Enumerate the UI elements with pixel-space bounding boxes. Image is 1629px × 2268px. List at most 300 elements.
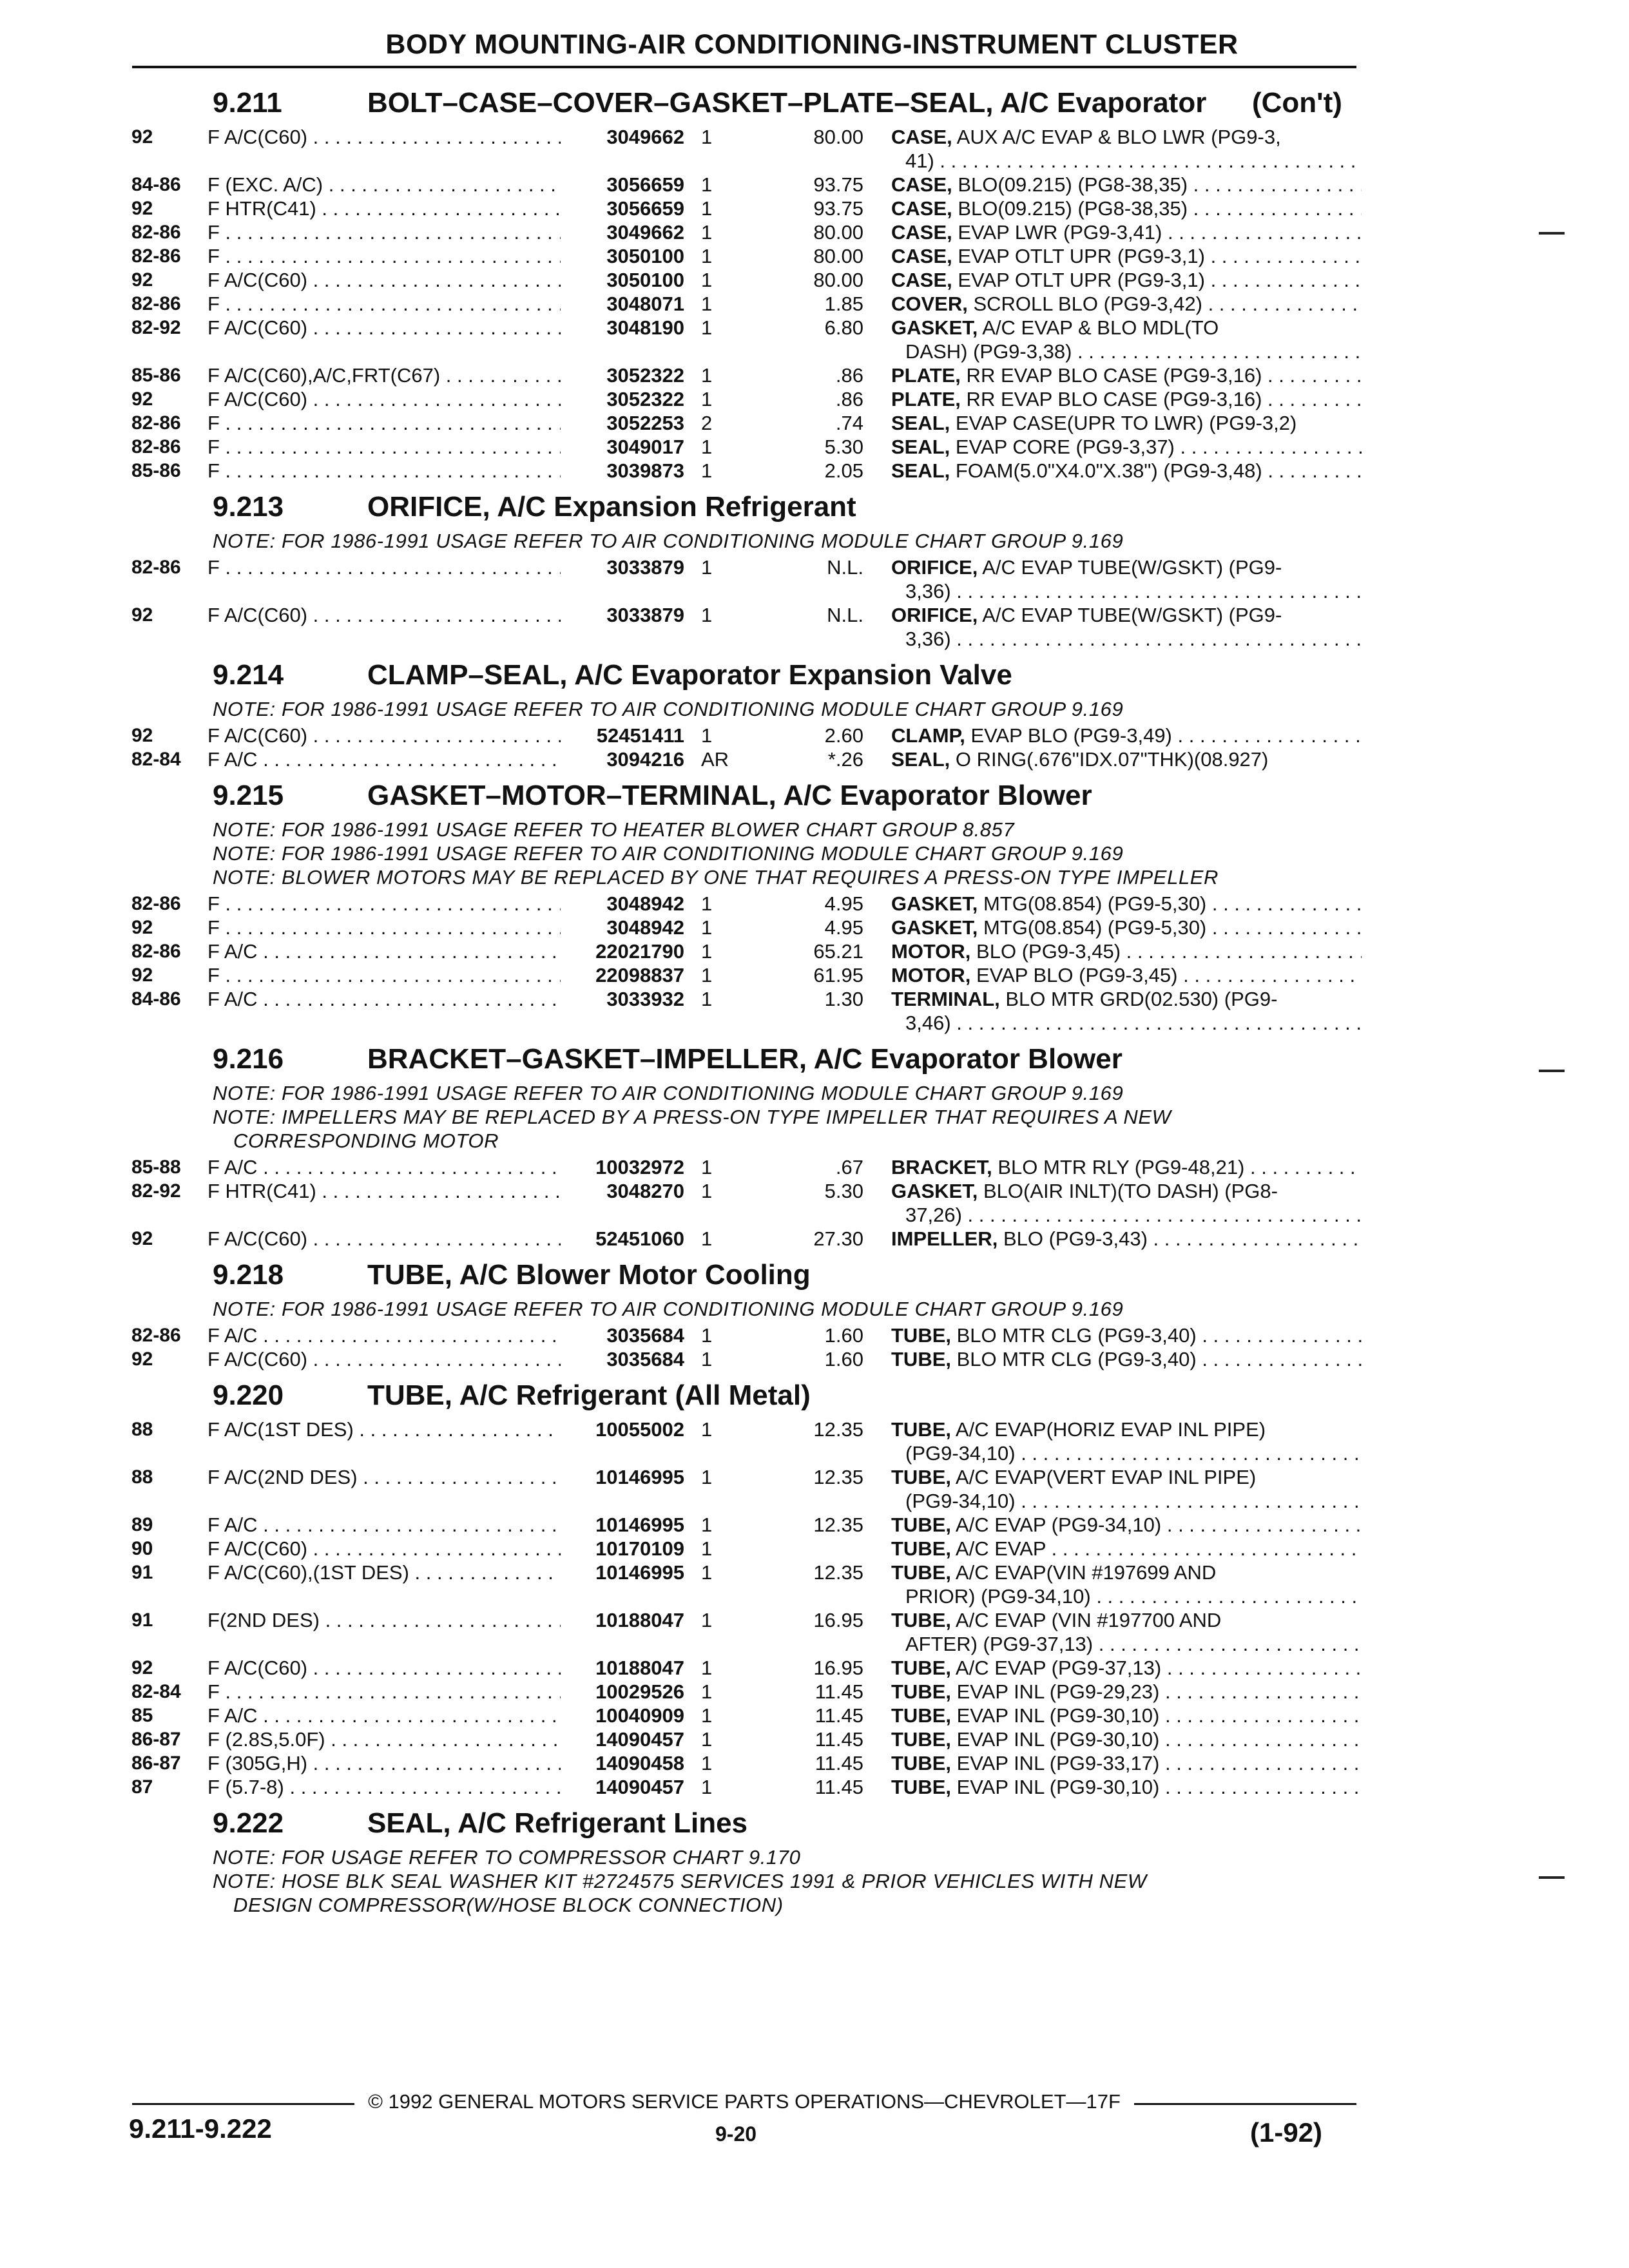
part-description: [891, 459, 1362, 483]
quantity: 1: [701, 1728, 713, 1751]
model-years: 85-86: [131, 460, 181, 481]
table-row: [0, 244, 1629, 268]
model-years: 92: [131, 1349, 153, 1370]
quantity: 1: [701, 459, 713, 482]
price: 61.95: [813, 964, 863, 986]
usage-code: F . . .: [207, 963, 561, 987]
description-line: [891, 1323, 1362, 1347]
part-keyword: TUBE,: [891, 1514, 951, 1536]
description-text: EVAP CORE (PG9-3,37): [950, 436, 1175, 458]
part-number: 10170109: [595, 1537, 684, 1560]
footer-rule-left: [132, 2103, 354, 2105]
part-number: 22098837: [595, 964, 684, 986]
usage-code: F . . .: [207, 555, 561, 579]
quantity: 1: [701, 1227, 713, 1250]
usage-code: F A/C(C60) . . .: [207, 316, 561, 340]
part-number: 10146995: [595, 1561, 684, 1584]
table-row: [0, 197, 1629, 220]
model-years: 82-86: [131, 893, 181, 914]
quantity: 1: [701, 1561, 713, 1584]
part-number: 3049017: [606, 436, 684, 458]
description-line: [891, 220, 1362, 244]
model-years: 85-86: [131, 365, 181, 386]
note-line: NOTE: FOR 1986-1991 USAGE REFER TO AIR CONDITIONING MODULE CHART GROUP 9.169: [213, 1082, 1124, 1104]
price: 5.30: [824, 436, 863, 458]
part-description: [891, 1775, 1362, 1799]
description-text: 41): [905, 149, 934, 172]
footer-revision-date: (1-92): [1250, 2117, 1323, 2148]
part-keyword: TUBE,: [891, 1466, 951, 1488]
description-line: [891, 724, 1362, 747]
table-row: [0, 1418, 1629, 1465]
quantity: 1: [701, 1537, 713, 1560]
section-heading: [0, 1799, 1629, 1845]
description-text: EVAP INL (PG9-29,23): [951, 1680, 1160, 1703]
section-title: SEAL, A/C Refrigerant Lines: [367, 1807, 748, 1839]
description-text: A/C EVAP (VIN #197700 AND: [951, 1609, 1222, 1631]
table-row: [0, 435, 1629, 459]
table-row: [0, 1537, 1629, 1561]
usage-code: F A/C(C60),(1ST DES) . . .: [207, 1561, 561, 1584]
section-9-222: [0, 1799, 1629, 1917]
model-years: 87: [131, 1776, 153, 1798]
part-description: [891, 1656, 1362, 1680]
description-line: [891, 603, 1362, 627]
continued-label: (Con't): [1252, 87, 1342, 119]
usage-code: F A/C(1ST DES) . . .: [207, 1418, 561, 1441]
description-text: EVAP OTLT UPR (PG9-3,1): [952, 245, 1205, 267]
part-description: [891, 1704, 1362, 1727]
quantity: 1: [701, 364, 713, 387]
part-description: [891, 1727, 1362, 1751]
footer-section-range: 9.211-9.222: [129, 2113, 272, 2144]
part-description: [891, 220, 1362, 244]
part-keyword: ORIFICE,: [891, 604, 978, 626]
part-keyword: PLATE,: [891, 364, 961, 387]
description-line: [891, 916, 1362, 939]
header-rule: [132, 66, 1356, 68]
section-notes: [0, 1081, 1629, 1153]
part-description: [891, 747, 1362, 771]
price: *.26: [827, 748, 863, 771]
section-9-211: [0, 79, 1629, 483]
usage-code: F A/C . . .: [207, 1513, 561, 1537]
description-text: MTG(08.854) (PG9-5,30): [978, 916, 1207, 939]
part-number: 3094216: [606, 748, 684, 771]
section-notes: [0, 1845, 1629, 1917]
description-line: [891, 1155, 1362, 1179]
model-years: 82-84: [131, 1681, 181, 1702]
part-keyword: TUBE,: [891, 1561, 951, 1584]
part-keyword: GASKET,: [891, 916, 978, 939]
part-keyword: CASE,: [891, 245, 952, 267]
part-keyword: SEAL,: [891, 412, 950, 434]
usage-code: F . . .: [207, 411, 561, 435]
model-years: 82-86: [131, 245, 181, 267]
part-description: [891, 1751, 1362, 1775]
part-description: [891, 316, 1362, 363]
description-text: BLO MTR CLG (PG9-3,40): [951, 1324, 1197, 1347]
section-notes: [0, 1297, 1629, 1321]
price: 1.60: [824, 1348, 863, 1370]
price: 93.75: [813, 197, 863, 220]
description-text: EVAP OTLT UPR (PG9-3,1): [952, 269, 1205, 291]
section-number: 9.214: [213, 659, 284, 691]
description-text: BLO(AIR INLT)(TO DASH) (PG8-: [978, 1180, 1278, 1202]
description-line: [891, 555, 1362, 579]
price: .74: [835, 412, 863, 434]
part-description: [891, 1155, 1362, 1179]
table-row: [0, 1751, 1629, 1775]
model-years: 84-86: [131, 174, 181, 195]
part-number: 3048270: [606, 1180, 684, 1202]
part-number: 10032972: [595, 1156, 684, 1178]
quantity: 1: [701, 604, 713, 626]
model-years: 82-86: [131, 436, 181, 457]
section-number: 9.222: [213, 1807, 284, 1839]
table-row: [0, 387, 1629, 411]
description-line: [891, 1704, 1362, 1727]
model-years: 92: [131, 1228, 153, 1249]
usage-code: F HTR(C41) . . .: [207, 197, 561, 220]
description-text: (PG9-34,10): [905, 1442, 1016, 1465]
table-row: [0, 411, 1629, 435]
part-number: 10040909: [595, 1704, 684, 1727]
description-text: 3,36): [905, 580, 951, 602]
section-9-214: [0, 651, 1629, 771]
price: 12.35: [813, 1466, 863, 1488]
price: 4.95: [824, 892, 863, 915]
note-line: NOTE: FOR 1986-1991 USAGE REFER TO AIR CONDITIONING MODULE CHART GROUP 9.169: [213, 698, 1124, 720]
table-row: [0, 268, 1629, 292]
price: 1.85: [824, 293, 863, 315]
part-description: [891, 1561, 1362, 1608]
usage-code: F A/C . . .: [207, 1704, 561, 1727]
margin-dash-mark: [1539, 1876, 1565, 1879]
quantity: 1: [701, 988, 713, 1010]
part-number: 3033879: [606, 556, 684, 579]
note-line: NOTE: FOR 1986-1991 USAGE REFER TO HEATER BLOWER CHART GROUP 8.857: [213, 818, 1015, 841]
price: 12.35: [813, 1561, 863, 1584]
section-heading: [0, 651, 1629, 697]
table-row: [0, 1704, 1629, 1727]
part-keyword: GASKET,: [891, 1180, 978, 1202]
usage-code: F (5.7-8) . . .: [207, 1775, 561, 1799]
table-row: [0, 747, 1629, 771]
part-number: 14090457: [595, 1728, 684, 1751]
quantity: 1: [701, 1609, 713, 1631]
part-keyword: IMPELLER,: [891, 1227, 998, 1250]
section-9-215: [0, 771, 1629, 1035]
part-description: [891, 963, 1362, 987]
part-keyword: SEAL,: [891, 748, 950, 771]
quantity: 1: [701, 724, 713, 747]
part-number: 3035684: [606, 1324, 684, 1347]
description-text: AUX A/C EVAP & BLO LWR (PG9-3,: [952, 126, 1281, 148]
table-row: [0, 220, 1629, 244]
part-number: 10188047: [595, 1609, 684, 1631]
part-keyword: TUBE,: [891, 1728, 951, 1751]
part-description: [891, 125, 1362, 173]
description-line: [891, 1347, 1362, 1371]
part-number: 3033932: [606, 988, 684, 1010]
table-row: [0, 1561, 1629, 1608]
price: 2.60: [824, 724, 863, 747]
description-text: DASH) (PG9-3,38): [905, 340, 1072, 363]
description-text: EVAP INL (PG9-30,10): [951, 1728, 1160, 1751]
table-row: [0, 939, 1629, 963]
model-years: 92: [131, 917, 153, 938]
part-number: 3048071: [606, 293, 684, 315]
part-keyword: CASE,: [891, 126, 952, 148]
quantity: AR: [701, 748, 729, 771]
table-row: [0, 603, 1629, 651]
description-line: [891, 939, 1362, 963]
section-number: 9.220: [213, 1379, 284, 1411]
part-keyword: ORIFICE,: [891, 556, 978, 579]
table-row: [0, 173, 1629, 197]
usage-code: F . . .: [207, 916, 561, 939]
note-line: NOTE: FOR USAGE REFER TO COMPRESSOR CHART 9.170: [213, 1846, 801, 1869]
quantity: 1: [701, 892, 713, 915]
part-number: 10055002: [595, 1418, 684, 1441]
usage-code: F HTR(C41) . . .: [207, 1179, 561, 1203]
description-line: [891, 747, 1362, 771]
quantity: 1: [701, 1418, 713, 1441]
price: 11.45: [815, 1752, 863, 1774]
price: 12.35: [813, 1418, 863, 1441]
part-description: [891, 603, 1362, 651]
part-number: 3056659: [606, 173, 684, 196]
description-text: EVAP CASE(UPR TO LWR) (PG9-3,2): [950, 412, 1297, 434]
table-row: [0, 916, 1629, 939]
part-description: [891, 1608, 1362, 1656]
part-description: [891, 939, 1362, 963]
description-line: [891, 149, 1362, 173]
description-line: [891, 292, 1362, 316]
description-line: [891, 1727, 1362, 1751]
description-text: PRIOR) (PG9-34,10): [905, 1585, 1091, 1608]
price: 93.75: [813, 173, 863, 196]
section-9-220: [0, 1371, 1629, 1799]
part-number: 3049662: [606, 221, 684, 244]
part-keyword: MOTOR,: [891, 964, 971, 986]
description-line: [891, 363, 1362, 387]
description-text: 3,46): [905, 1012, 951, 1034]
usage-code: F . . .: [207, 435, 561, 459]
section-notes: [0, 818, 1629, 889]
price: 2.05: [824, 459, 863, 482]
usage-code: F A/C(C60) . . .: [207, 125, 561, 149]
part-number: 3048190: [606, 316, 684, 339]
price: 27.30: [813, 1227, 863, 1250]
part-keyword: CASE,: [891, 269, 952, 291]
table-row: [0, 1727, 1629, 1751]
note-line: NOTE: FOR 1986-1991 USAGE REFER TO AIR CONDITIONING MODULE CHART GROUP 9.169: [213, 1298, 1124, 1320]
part-description: [891, 987, 1362, 1035]
part-description: [891, 387, 1362, 411]
description-text: A/C EVAP(VERT EVAP INL PIPE): [951, 1466, 1257, 1488]
table-row: [0, 724, 1629, 747]
description-line: [891, 459, 1362, 483]
description-line: [891, 1656, 1362, 1680]
usage-code: F A/C . . .: [207, 987, 561, 1011]
model-years: 85: [131, 1705, 153, 1726]
part-description: [891, 292, 1362, 316]
part-number: 3039873: [606, 459, 684, 482]
model-years: 82-86: [131, 941, 181, 962]
usage-code: F . . .: [207, 244, 561, 268]
price: 65.21: [813, 940, 863, 963]
description-text: EVAP BLO (PG9-3,49): [965, 724, 1172, 747]
description-text: FOAM(5.0"X4.0"X.38") (PG9-3,48): [950, 459, 1262, 482]
quantity: 1: [701, 221, 713, 244]
section-9-218: [0, 1251, 1629, 1371]
part-number: 3052322: [606, 388, 684, 410]
part-number: 3052253: [606, 412, 684, 434]
model-years: 82-86: [131, 222, 181, 243]
quantity: 1: [701, 1348, 713, 1370]
quantity: 1: [701, 1657, 713, 1679]
price: .67: [835, 1156, 863, 1178]
price: 11.45: [815, 1680, 863, 1703]
table-row: [0, 316, 1629, 363]
description-line: [891, 197, 1362, 220]
description-line: [891, 892, 1362, 916]
part-number: 10146995: [595, 1466, 684, 1488]
part-description: [891, 197, 1362, 220]
section-notes: [0, 529, 1629, 553]
part-keyword: SEAL,: [891, 436, 950, 458]
quantity: 1: [701, 1324, 713, 1347]
part-description: [891, 244, 1362, 268]
parts-catalog: [0, 79, 1629, 1919]
section-heading: [0, 79, 1629, 125]
model-years: 92: [131, 126, 153, 148]
part-number: 14090457: [595, 1776, 684, 1798]
part-keyword: COVER,: [891, 293, 968, 315]
description-line: [891, 987, 1362, 1011]
part-description: [891, 1179, 1362, 1227]
footer-copyright: © 1992 GENERAL MOTORS SERVICE PARTS OPERATIONS—CHEVROLET—17F: [368, 2090, 1121, 2113]
usage-code: F . . .: [207, 892, 561, 916]
quantity: 1: [701, 964, 713, 986]
usage-code: F (2.8S,5.0F) . . .: [207, 1727, 561, 1751]
table-row: [0, 1608, 1629, 1656]
usage-code: F . . .: [207, 292, 561, 316]
price: 1.60: [824, 1324, 863, 1347]
usage-code: F . . .: [207, 459, 561, 483]
section-title: TUBE, A/C Refrigerant (All Metal): [367, 1379, 811, 1411]
description-line: [891, 1608, 1362, 1632]
table-row: [0, 1680, 1629, 1704]
price: 80.00: [813, 221, 863, 244]
model-years: 88: [131, 1466, 153, 1488]
price: 80.00: [813, 126, 863, 148]
part-number: 10188047: [595, 1657, 684, 1679]
description-text: O RING(.676"IDX.07"THK)(08.927): [950, 748, 1269, 771]
model-years: 92: [131, 965, 153, 986]
section-heading: [0, 1035, 1629, 1081]
table-row: [0, 555, 1629, 603]
description-line: [891, 125, 1362, 149]
section-9-213: [0, 483, 1629, 651]
model-years: 82-86: [131, 293, 181, 314]
price: 5.30: [824, 1180, 863, 1202]
table-row: [0, 987, 1629, 1035]
model-years: 82-86: [131, 1325, 181, 1346]
section-heading: [0, 483, 1629, 529]
description-line: [891, 579, 1362, 603]
page-footer: [0, 2088, 1629, 2268]
quantity: 1: [701, 126, 713, 148]
description-text: EVAP INL (PG9-30,10): [951, 1776, 1160, 1798]
quantity: 1: [701, 1156, 713, 1178]
description-line: [891, 1751, 1362, 1775]
part-keyword: SEAL,: [891, 459, 950, 482]
part-number: 10029526: [595, 1680, 684, 1703]
part-keyword: CASE,: [891, 197, 952, 220]
price: 12.35: [813, 1514, 863, 1536]
description-text: (PG9-34,10): [905, 1490, 1016, 1512]
description-line: [891, 963, 1362, 987]
part-keyword: TUBE,: [891, 1537, 951, 1560]
description-line: [891, 1465, 1362, 1489]
quantity: 1: [701, 1466, 713, 1488]
description-line: [891, 268, 1362, 292]
model-years: 92: [131, 389, 153, 410]
price: 4.95: [824, 916, 863, 939]
note-line: NOTE: HOSE BLK SEAL WASHER KIT #2724575 SERVICES 1991 & PRIOR VEHICLES WITH NEW: [213, 1870, 1147, 1892]
usage-code: F A/C(C60) . . .: [207, 1347, 561, 1371]
price: 80.00: [813, 269, 863, 291]
section-title: GASKET–MOTOR–TERMINAL, A/C Evaporator Blower: [367, 780, 1092, 811]
quantity: 1: [701, 197, 713, 220]
quantity: 1: [701, 388, 713, 410]
table-row: [0, 1513, 1629, 1537]
part-number: 52451060: [595, 1227, 684, 1250]
quantity: 1: [701, 1776, 713, 1798]
price: 1.30: [824, 988, 863, 1010]
part-keyword: BRACKET,: [891, 1156, 992, 1178]
price: N.L.: [827, 604, 863, 626]
description-text: BLO MTR CLG (PG9-3,40): [951, 1348, 1197, 1370]
part-keyword: GASKET,: [891, 316, 978, 339]
section-heading: [0, 771, 1629, 818]
section-title: BOLT–CASE–COVER–GASKET–PLATE–SEAL, A/C Evaporator: [367, 87, 1207, 119]
description-line: [891, 316, 1362, 340]
margin-dash-mark: [1539, 1070, 1565, 1072]
description-line: [891, 411, 1362, 435]
model-years: 91: [131, 1610, 153, 1631]
part-keyword: TUBE,: [891, 1704, 951, 1727]
part-keyword: MOTOR,: [891, 940, 971, 963]
description-line: [891, 1489, 1362, 1513]
model-years: 92: [131, 725, 153, 746]
section-heading: [0, 1371, 1629, 1418]
part-number: 3049662: [606, 126, 684, 148]
description-line: [891, 1775, 1362, 1799]
model-years: 90: [131, 1538, 153, 1559]
part-number: 3052322: [606, 364, 684, 387]
page-header-title: BODY MOUNTING-AIR CONDITIONING-INSTRUMENT CLUSTER: [385, 29, 1239, 60]
part-description: [891, 1537, 1362, 1561]
footer-rule-right: [1134, 2103, 1356, 2105]
table-row: [0, 1179, 1629, 1227]
model-years: 92: [131, 269, 153, 291]
footer-page-number: 9-20: [715, 2122, 757, 2146]
part-number: 3048942: [606, 916, 684, 939]
